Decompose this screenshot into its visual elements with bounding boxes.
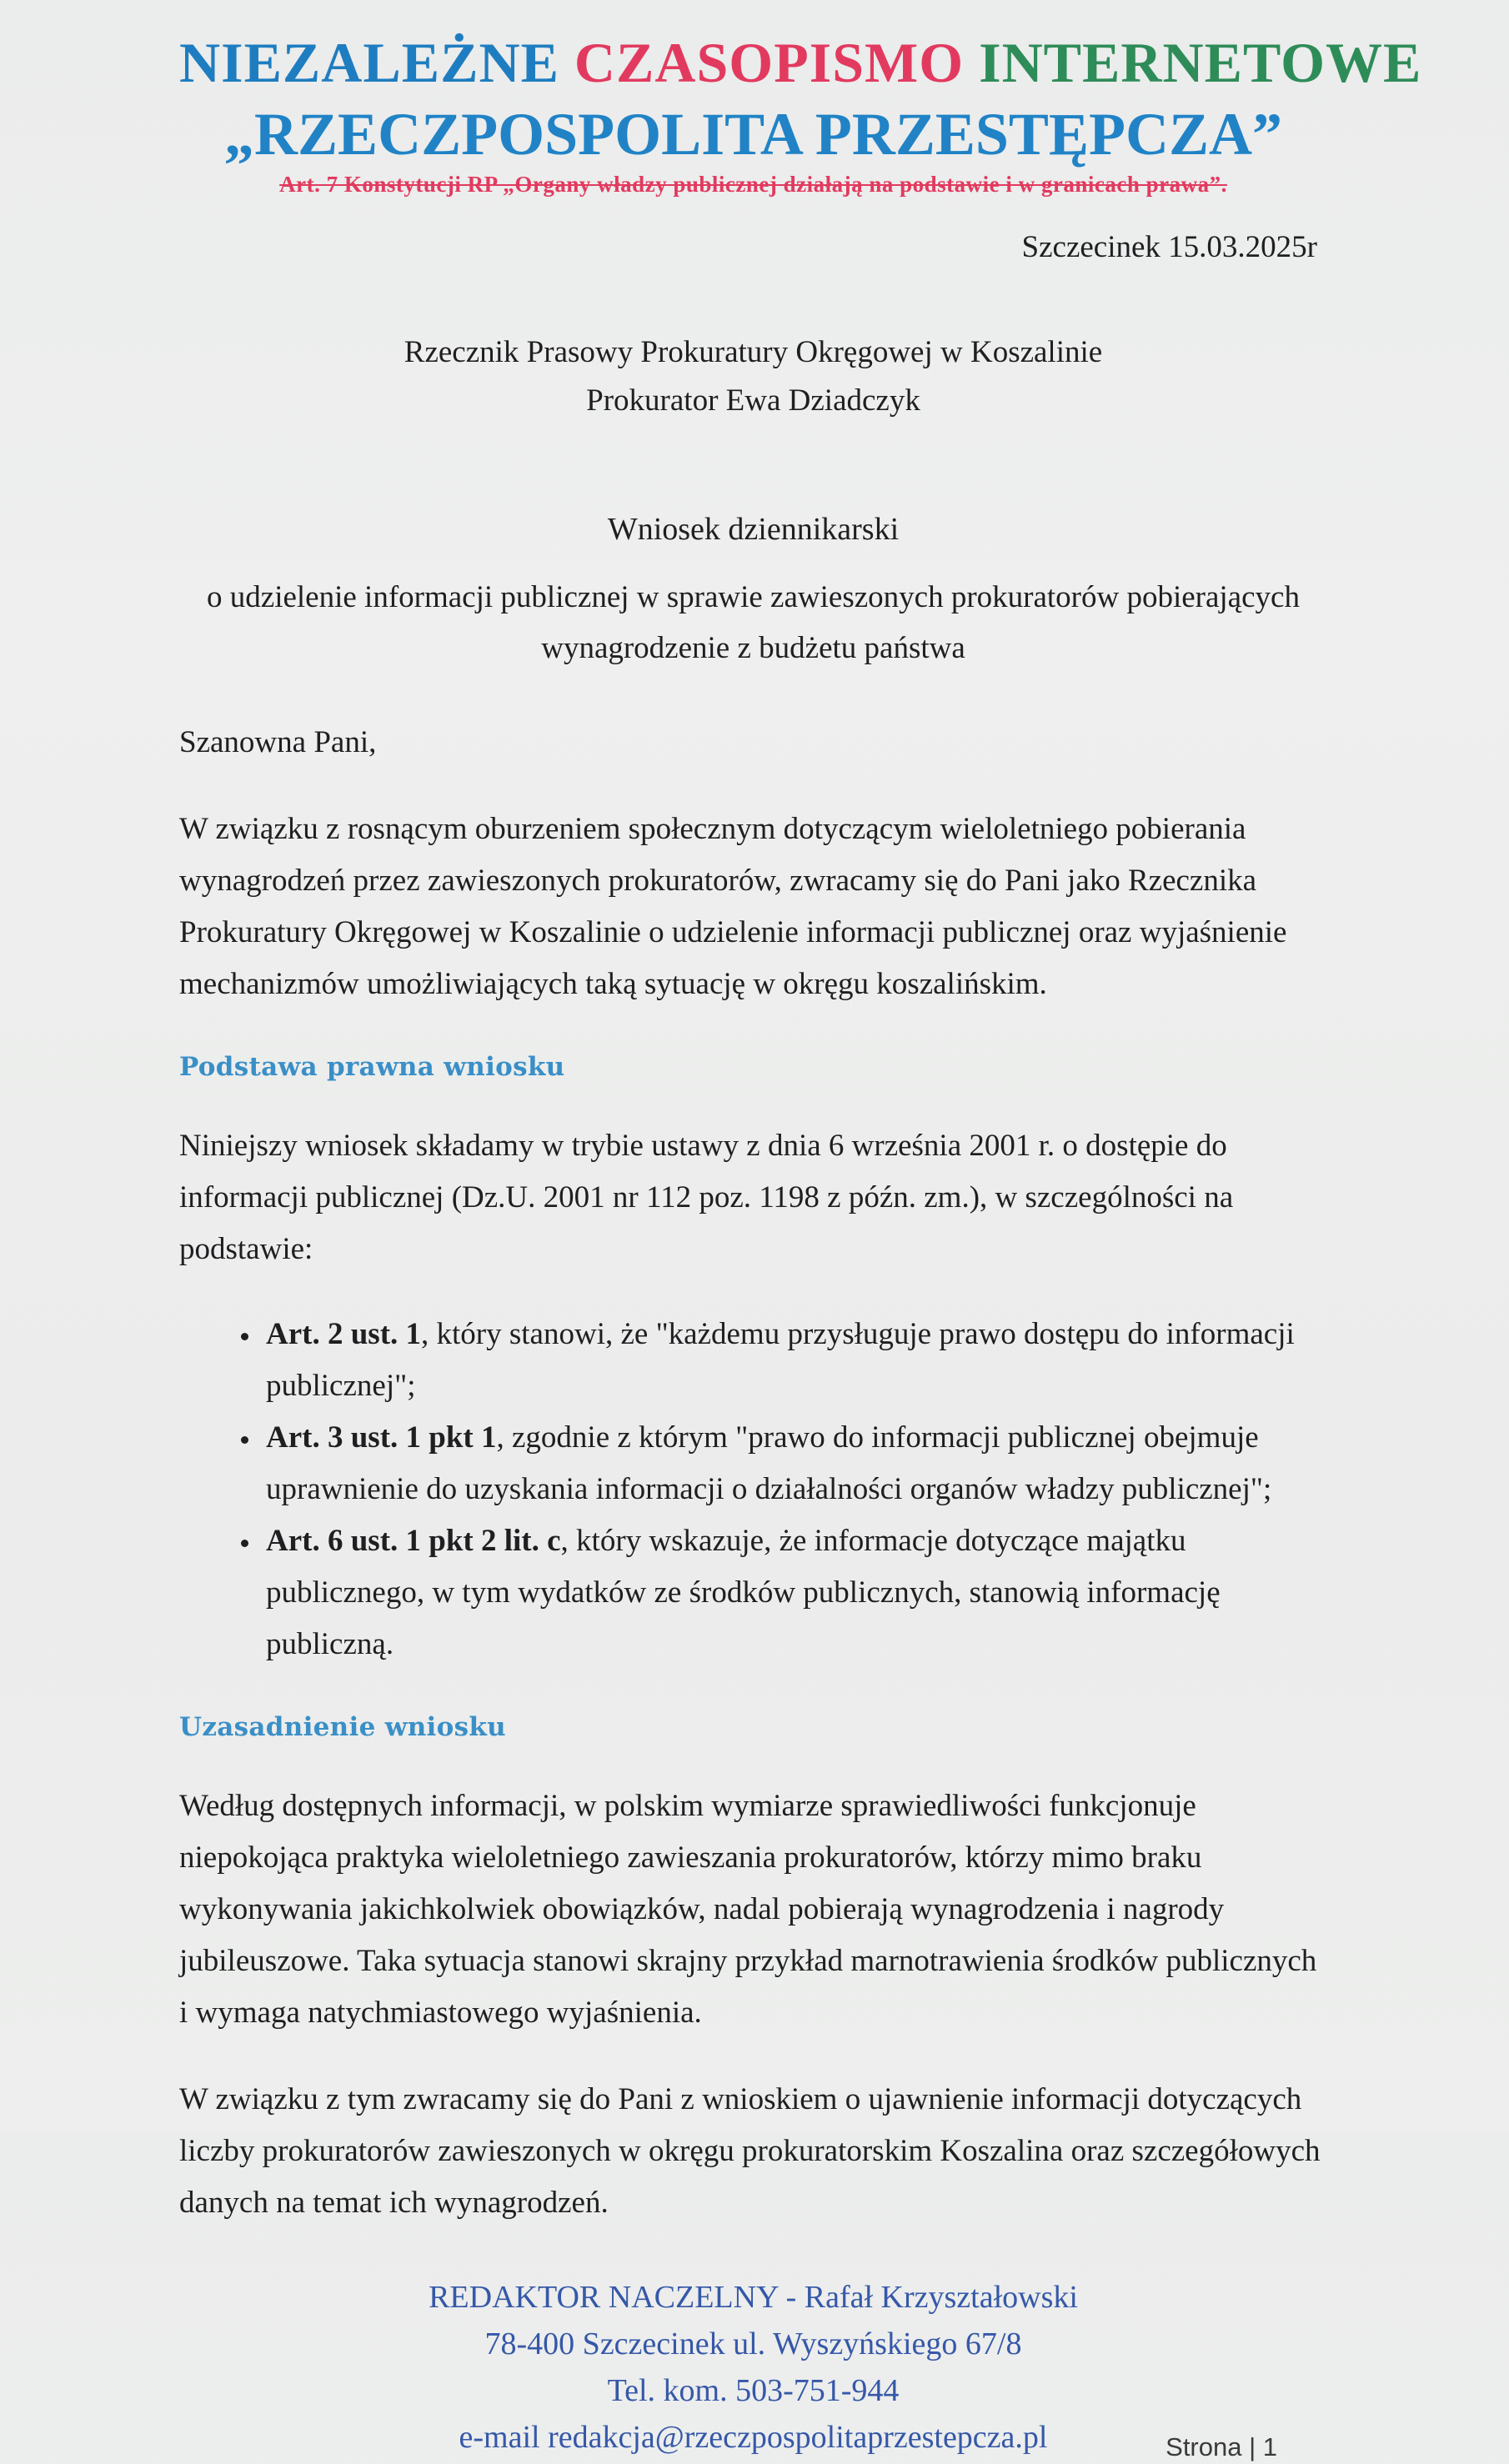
footer-phone-line: Tel. kom. 503-751-944 [607, 2373, 900, 2408]
list-item [261, 1309, 1327, 1412]
masthead-word-internetowe: INTERNETOWE [979, 31, 1422, 94]
list-item [261, 1412, 1327, 1515]
masthead [179, 25, 1422, 200]
page-number-label: Strona | 1 [1166, 2432, 1277, 2461]
justification-heading: Uzasadnienie wniosku [179, 1712, 506, 1742]
legal-item-text: , zgodnie z którym "prawo do informacji publicznej obejmuje uprawnienie do uzyskania informacji o działalności organów władzy publicznej"; [266, 1420, 1272, 1506]
footer-address-line: 78-400 Szczecinek ul. Wyszyńskiego 67/8 [484, 2326, 1022, 2361]
salutation: Szanowna Pani, [179, 725, 377, 759]
justification-paragraph-1: Według dostępnych informacji, w polskim wymiarze sprawiedliwości funkcjonuje niepokojąca praktyka wieloletniego zawieszania prokuratorów, którzy mimo braku wykonywania jakichkolwiek obowiązków, nadal pobierają wynagrodzenia i nagrody jubileuszowe. Taka sytuacja stanowi skrajny przykład marnotrawienia środków publicznych i wymaga natychmiastowego wyjaśnienia. [179, 1789, 1317, 2030]
masthead-motto: Art. 7 Konstytucji RP „Organy władzy publicznej działają na podstawie i w granicach prawa”. [279, 172, 1227, 197]
legal-basis-intro: Niniejszy wniosek składamy w trybie ustawy z dnia 6 września 2001 r. o dostępie do informacji publicznej (Dz.U. 2001 nr 112 poz. 1198 z późn. zm.), w szczególności na podstawie: [179, 1129, 1234, 1266]
addressee-line1: Rzecznik Prasowy Prokuratury Okręgowej w Koszalinie [404, 335, 1103, 369]
intro-paragraph: W związku z rosnącym oburzeniem społecznym dotyczącym wieloletniego pobierania wynagrodzeń przez zawieszonych prokuratorów, zwracamy się do Pani jako Rzecznika Prokuratury Okręgowej w Koszalinie o udzielenie informacji publicznej oraz wyjaśnienie mechanizmów umożliwiających taką sytuację w okręgu koszalińskim. [179, 812, 1287, 1001]
masthead-line1 [179, 25, 1422, 100]
masthead-title: „RZECZPOSPOLITA PRZESTĘPCZA” [224, 101, 1282, 168]
justification-paragraph-2: W związku z tym zwracamy się do Pani z wnioskiem o ujawnienie informacji dotyczących liczby prokuratorów zawieszonych w okręgu prokuratorskim Koszalina oraz szczegółowych danych na temat ich wynagrodzeń. [179, 2082, 1321, 2220]
legal-item-lead: Art. 6 ust. 1 pkt 2 lit. c [266, 1524, 561, 1558]
masthead-word-czasopismo: CZASOPISMO [574, 31, 965, 94]
footer-email-line: e-mail redakcja@rzeczpospolitaprzestepcza.pl [459, 2420, 1048, 2455]
addressee-line2: Prokurator Ewa Dziadczyk [586, 383, 920, 418]
legal-item-text: , który wskazuje, że informacje dotyczące majątku publicznego, w tym wydatków ze środków publicznych, stanowią informację publiczną. [266, 1524, 1221, 1661]
footer-editor-line: REDAKTOR NACZELNY - Rafał Krzyształowski [429, 2280, 1078, 2315]
addressee-block [179, 328, 1327, 425]
letter-footer [179, 2274, 1327, 2461]
list-item [261, 1515, 1327, 1670]
legal-basis-heading: Podstawa prawna wniosku [179, 1052, 565, 1082]
legal-basis-list [179, 1309, 1327, 1670]
masthead-word-niezalezne: NIEZALEŻNE [179, 31, 559, 94]
legal-item-lead: Art. 3 ust. 1 pkt 1 [266, 1420, 497, 1455]
document-subtitle: o udzielenie informacji publicznej w sprawie zawieszonych prokuratorów pobierających wynagrodzenie z budżetu państwa [207, 580, 1300, 665]
legal-item-text: , który stanowi, że "każdemu przysługuje prawo dostępu do informacji publicznej"; [266, 1317, 1295, 1403]
dateline: Szczecinek 15.03.2025r [1021, 230, 1317, 264]
legal-item-lead: Art. 2 ust. 1 [266, 1317, 422, 1351]
document-title: Wniosek dziennikarski [607, 512, 900, 547]
